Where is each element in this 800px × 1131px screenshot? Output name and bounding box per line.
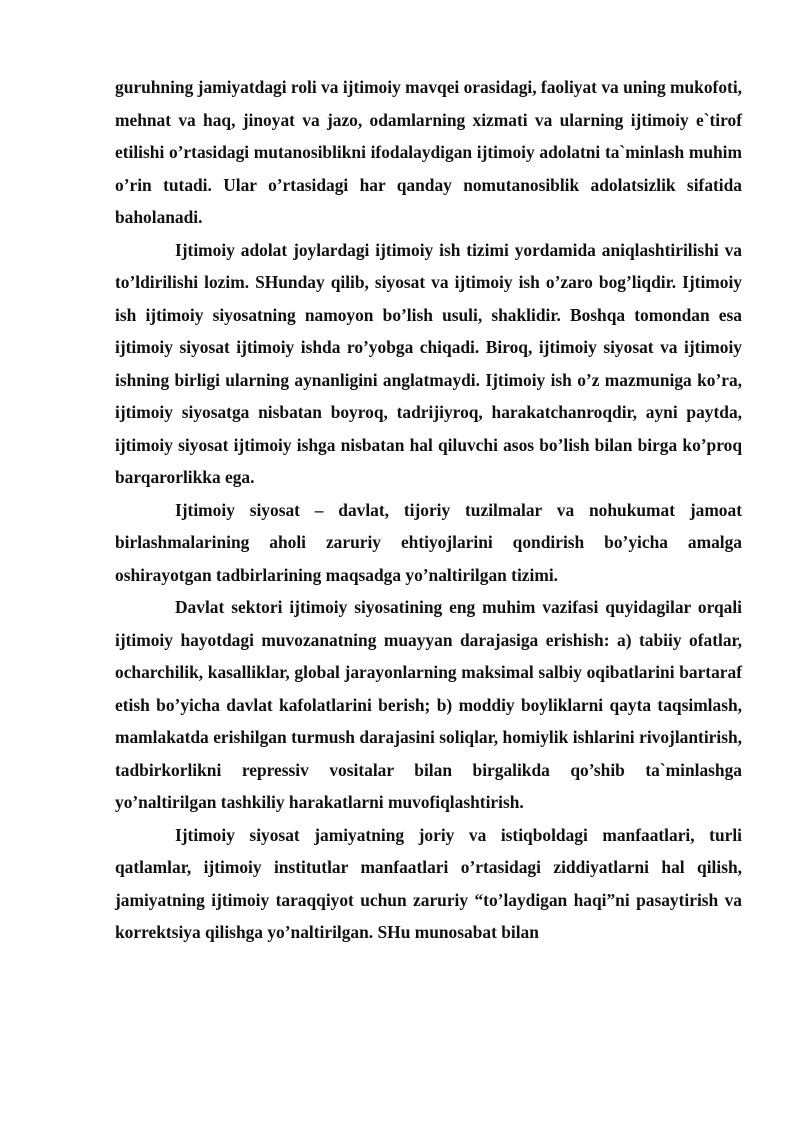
paragraph-state-sector-tasks: Davlat sektori ijtimoiy siyosatining eng muhim vazifasi quyidagilar orqali ijtimoiy hayotdagi muvozanatning muayyan darajasiga erishish: a) tabiiy ofatlar, ocharchilik, kasalliklar, global jarayonlarning maksimal salbiy oqibatlarini bartaraf etish bo’yicha davlat kafolatlarini berish; b) moddiy boyliklarni qayta taqsimlash, mamlakatda erishilgan turmush darajasini soliqlar, homiylik ishlarini rivojlantirish, tadbirkorlikni repressiv vositalar bilan birgalikda qo’shib ta`minlashga yo’naltirilgan tashkiliy harakatlarni muvofiqlashtirish.: [115, 597, 742, 812]
paragraph-social-policy-definition: Ijtimoiy siyosat – davlat, tijoriy tuzilmalar va nohukumat jamoat birlashmalarining aholi zaruriy ehtiyojlarini qondirish bo’yicha amalga oshirayotgan tadbirlarining maqsadga yo’naltirilgan tizimi.: [115, 499, 742, 585]
paragraph-continuation: guruhning jamiyatdagi roli va ijtimoiy mavqei orasidagi, faoliyat va uning mukofoti, mehnat va haq, jinoyat va jazo, odamlarning xizmati va ularning ijtimoiy e`tirof etilishi o’rtasidagi mutanosiblikni ifodalaydigan ijtimoiy adolatni ta`minlash muhim o’rin tutadi. Ular o’rtasidagi har qanday nomutanosiblik adolatsizlik sifatida baholanadi.: [115, 77, 742, 227]
paragraph-social-justice: Ijtimoiy adolat joylardagi ijtimoiy ish tizimi yordamida aniqlashtirilishi va to’ldirilishi lozim. SHunday qilib, siyosat va ijtimoiy ish o’zaro bog’liqdir. Ijtimoiy ish ijtimoiy siyosatning namoyon bo’lish usuli, shaklidir. Boshqa tomondan esa ijtimoiy siyosat ijtimoiy ishda ro’yobga chiqadi. Biroq, ijtimoiy siyosat va ijtimoiy ishning birligi ularning aynanligini anglatmaydi. Ijtimoiy ish o’z mazmuniga ko’ra, ijtimoiy siyosatga nisbatan boyroq, tadrijiyroq, harakatchanroqdir, ayni paytda, ijtimoiy siyosat ijtimoiy ishga nisbatan hal qiluvchi asos bo’lish bilan birga ko’proq barqarorlikka ega.: [115, 239, 742, 487]
document-body: [115, 71, 742, 949]
paragraph-policy-conflicts: Ijtimoiy siyosat jamiyatning joriy va istiqboldagi manfaatlari, turli qatlamlar, ijtimoiy institutlar manfaatlari o’rtasidagi ziddiyatlarni hal qilish, jamiyatning ijtimoiy taraqqiyot uchun zaruriy “to’laydigan haqi”ni pasaytirish va korrektsiya qilishga yo’naltirilgan. SHu munosabat bilan: [115, 824, 742, 942]
